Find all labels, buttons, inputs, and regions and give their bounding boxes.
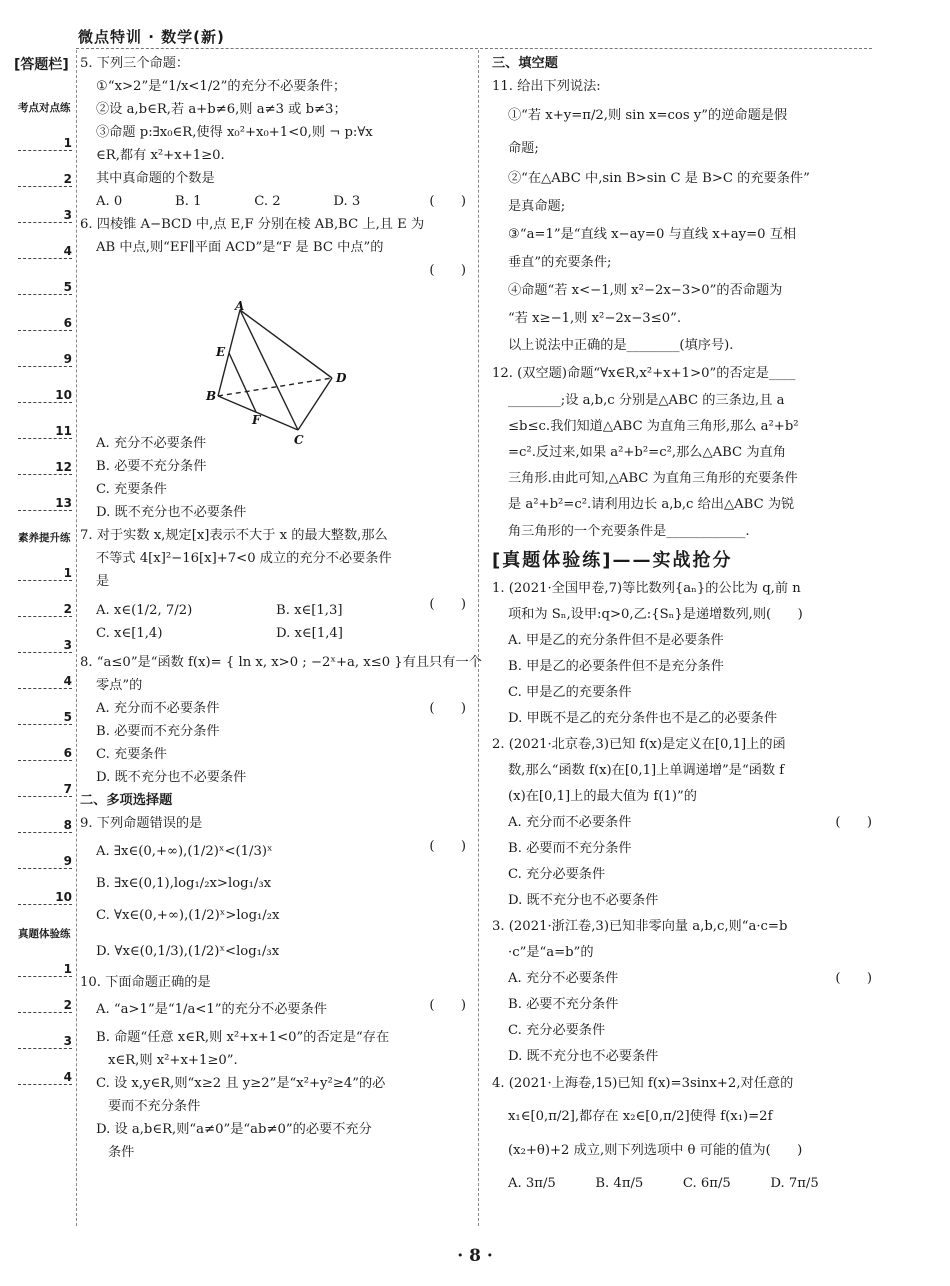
- answer-slot[interactable]: 2: [18, 602, 72, 617]
- section-heading: 二、多项选择题: [80, 793, 173, 808]
- option: C. 充分必要条件: [508, 867, 606, 882]
- real-question-3: 3. (2021·浙江卷,3)已知非零向量 a,b,c,则“a·c=b: [492, 919, 788, 934]
- answer-paren[interactable]: ( ): [429, 263, 466, 278]
- option: B. 必要而不充分条件: [508, 841, 632, 856]
- header-rule: [76, 48, 872, 49]
- fill-blank[interactable]: ________;设 a,b,c 分别是△ABC 的三条边,且 a: [508, 393, 785, 408]
- label-c: C: [294, 433, 304, 447]
- option: A. 甲是乙的充分条件但不是必要条件: [508, 633, 724, 648]
- answer-slot[interactable]: 12: [18, 460, 72, 475]
- statement: ①“若 x+y=π/2,则 sin x=cos y”的逆命题是假: [508, 108, 788, 123]
- label-e: E: [216, 345, 226, 359]
- option: B. ∃x∈(0,1),log₁/₂x>log₁/₃x: [96, 876, 272, 891]
- option-cont: 条件: [108, 1145, 135, 1160]
- real-question-4: 4. (2021·上海卷,15)已知 f(x)=3sinx+2,对任意的: [492, 1076, 794, 1091]
- question-stem: (x₂+θ)+2 成立,则下列选项中 θ 可能的值为( ): [508, 1143, 803, 1158]
- options-row: A. 0 B. 1 C. 2 D. 3: [96, 194, 361, 209]
- answer-slot[interactable]: 3: [18, 1034, 72, 1049]
- answer-slot[interactable]: 10: [18, 388, 72, 403]
- statement: “若 x≥−1,则 x²−2x−3≤0”.: [508, 311, 682, 326]
- option: D. 甲既不是乙的充分条件也不是乙的必要条件: [508, 711, 778, 726]
- answer-paren[interactable]: ( ): [835, 971, 872, 986]
- sidebar-title: [答题栏]: [14, 57, 69, 73]
- option: A. “a>1”是“1/a<1”的充分不必要条件: [96, 1002, 327, 1017]
- option: D. 既不充分也不必要条件: [508, 893, 659, 908]
- question-8: 8. “a≤0”是“函数 f(x)= { ln x, x>0 ; −2ˣ+a, x≤0 }有且只有一个: [80, 655, 482, 670]
- option: C. ∀x∈(0,+∞),(1/2)ˣ>log₁/₂x: [96, 908, 280, 923]
- question-stem: ·c”是“a=b”的: [508, 945, 594, 960]
- answer-slot[interactable]: 9: [18, 352, 72, 367]
- statement: ③“a=1”是“直线 x−ay=0 与直线 x+ay=0 互相: [508, 227, 797, 242]
- option: D. 既不充分也不必要条件: [508, 1049, 659, 1064]
- question-stem: =c².反过来,如果 a²+b²=c²,那么△ABC 为直角: [508, 445, 786, 460]
- answer-slot[interactable]: 5: [18, 280, 72, 295]
- option: C. 甲是乙的充要条件: [508, 685, 632, 700]
- sidebar-section-label: 素养提升练: [18, 532, 71, 544]
- answer-slot[interactable]: 9: [18, 854, 72, 869]
- answer-slot[interactable]: 1: [18, 136, 72, 151]
- question-6: 6. 四棱锥 A−BCD 中,点 E,F 分别在棱 AB,BC 上,且 E 为: [80, 217, 425, 232]
- question-stem: 零点”的: [96, 678, 143, 693]
- option: B. 命题“任意 x∈R,则 x²+x+1<0”的否定是“存在: [96, 1030, 390, 1045]
- option: D. 设 a,b∈R,则“a≠0”是“ab≠0”的必要不充分: [96, 1122, 372, 1137]
- answer-slot[interactable]: 5: [18, 710, 72, 725]
- option: D. 既不充分也不必要条件: [96, 505, 247, 520]
- real-question-2: 2. (2021·北京卷,3)已知 f(x)是定义在[0,1]上的函: [492, 737, 786, 752]
- answer-slot[interactable]: 6: [18, 746, 72, 761]
- option: A. ∃x∈(0,+∞),(1/2)ˣ<(1/3)ˣ: [96, 844, 273, 859]
- left-column: [80, 52, 482, 1164]
- question-stem: 是 a²+b²=c².请利用边长 a,b,c 给出△ABC 为锐: [508, 497, 795, 512]
- answer-slot[interactable]: 3: [18, 208, 72, 223]
- answer-slot[interactable]: 8: [18, 818, 72, 833]
- answer-paren[interactable]: ( ): [429, 998, 466, 1013]
- option: D. ∀x∈(0,1/3),(1/2)ˣ<log₁/₃x: [96, 944, 280, 959]
- label-a: A: [235, 300, 245, 313]
- right-column: [492, 52, 872, 1202]
- answer-slot[interactable]: 6: [18, 316, 72, 331]
- question-stem: 三角形.由此可知,△ABC 为直角三角形的充要条件: [508, 471, 798, 486]
- answer-slot[interactable]: 1: [18, 566, 72, 581]
- option-b: B. x∈[1,3]: [276, 603, 343, 618]
- answer-slot[interactable]: 4: [18, 1070, 72, 1085]
- answer-sidebar: [0, 0, 80, 1286]
- options-row: A. 3π/5 B. 4π/5 C. 6π/5 D. 7π/5: [508, 1176, 819, 1191]
- option-a: A. x∈(1/2, 7/2): [96, 603, 193, 618]
- question-stem: AB 中点,则“EF∥平面 ACD”是“F 是 BC 中点”的: [96, 240, 384, 255]
- question-7: 7. 对于实数 x,规定[x]表示不大于 x 的最大整数,那么: [80, 528, 388, 543]
- statement: ③命题 p:∃x₀∈R,使得 x₀²+x₀+1<0,则 ¬ p:∀x: [96, 125, 373, 140]
- edge-ac: [240, 310, 298, 430]
- answer-slot[interactable]: 10: [18, 890, 72, 905]
- option: C. 充分必要条件: [508, 1023, 606, 1038]
- fill-blank[interactable]: 角三角形的一个充要条件是____________.: [508, 524, 750, 539]
- answer-paren[interactable]: ( ): [429, 839, 466, 854]
- column-divider: [478, 50, 479, 1226]
- answer-paren[interactable]: ( ): [429, 701, 466, 716]
- section-banner: [真题体验练]——实战抢分: [492, 550, 733, 571]
- answer-paren[interactable]: ( ): [429, 194, 466, 209]
- question-5: 5. 下列三个命题：: [80, 56, 190, 71]
- question-9: 9. 下列命题错误的是: [80, 816, 203, 831]
- real-question-1: 1. (2021·全国甲卷,7)等比数列{aₙ}的公比为 q,前 n: [492, 581, 801, 596]
- answer-slot[interactable]: 7: [18, 782, 72, 797]
- question-10: 10. 下面命题正确的是: [80, 975, 211, 990]
- option-cont: 要而不充分条件: [108, 1099, 201, 1114]
- running-header: 微点特训 · 数学(新): [78, 28, 225, 46]
- question-stem: 其中真命题的个数是: [96, 171, 215, 186]
- question-stem: 数,那么“函数 f(x)在[0,1]上单调递增”是“函数 f: [508, 763, 785, 778]
- question-stem: 是: [96, 574, 110, 589]
- answer-slot[interactable]: 2: [18, 998, 72, 1013]
- question-stem: ≤b≤c.我们知道△ABC 为直角三角形,那么 a²+b²: [508, 419, 799, 434]
- answer-slot[interactable]: 4: [18, 674, 72, 689]
- page-number: · 8 ·: [457, 1246, 493, 1266]
- answer-slot[interactable]: 11: [18, 424, 72, 439]
- section-heading: 三、填空题: [492, 56, 558, 71]
- answer-paren[interactable]: ( ): [429, 597, 466, 612]
- statement: ②“在△ABC 中,sin B>sin C 是 B>C 的充要条件”: [508, 171, 810, 186]
- answer-slot[interactable]: 2: [18, 172, 72, 187]
- answer-slot[interactable]: 4: [18, 244, 72, 259]
- option: A. 充分而不必要条件: [508, 815, 632, 830]
- option: B. 必要而不充分条件: [96, 724, 220, 739]
- statement: 命题;: [508, 141, 539, 156]
- option: C. 设 x,y∈R,则“x≥2 且 y≥2”是“x²+y²≥4”的必: [96, 1076, 386, 1091]
- option: B. 必要不充分条件: [96, 459, 207, 474]
- option: D. 既不充分也不必要条件: [96, 770, 247, 785]
- statement: ①“x>2”是“1/x<1/2”的充分不必要条件；: [96, 79, 347, 94]
- edge-cd: [298, 378, 332, 430]
- answer-slot[interactable]: 1: [18, 962, 72, 977]
- question-stem: x₁∈[0,π/2],都存在 x₂∈[0,π/2]使得 f(x₁)=2f: [508, 1109, 773, 1124]
- statement: ④命题“若 x<−1,则 x²−2x−3>0”的否命题为: [508, 283, 783, 298]
- option-cont: x∈R,则 x²+x+1≥0”.: [108, 1053, 238, 1068]
- label-f: F: [252, 413, 261, 427]
- statement: ∈R,都有 x²+x+1≥0.: [96, 148, 225, 163]
- question-stem: 不等式 4[x]²−16[x]+7<0 成立的充分不必要条件: [96, 551, 392, 566]
- answer-slot[interactable]: 13: [18, 496, 72, 511]
- sidebar-section-label: 考点对点练: [18, 102, 71, 114]
- statement: 垂直”的充要条件;: [508, 255, 612, 270]
- option: A. 充分不必要条件: [96, 436, 207, 451]
- option: C. 充要条件: [96, 482, 167, 497]
- option: A. 充分不必要条件: [508, 971, 619, 986]
- option: C. 充要条件: [96, 747, 167, 762]
- option: B. 甲是乙的必要条件但不是充分条件: [508, 659, 724, 674]
- option-c: C. x∈[1,4): [96, 626, 163, 641]
- option-d: D. x∈[1,4]: [276, 626, 343, 641]
- sidebar-section-label: 真题体验练: [18, 928, 71, 940]
- label-d: D: [336, 371, 347, 385]
- option: B. 必要不充分条件: [508, 997, 619, 1012]
- edge-ad: [240, 310, 332, 378]
- question-stem: (x)在[0,1]上的最大值为 f(1)”的: [508, 789, 697, 804]
- edge-bd-hidden: [218, 378, 332, 396]
- pyramid-figure: [202, 300, 362, 450]
- option: A. 充分而不必要条件: [96, 701, 220, 716]
- question-12[interactable]: 12. (双空题)命题“∀x∈R,x²+x+1>0”的否定是____: [492, 366, 796, 381]
- fill-blank[interactable]: 以上说法中正确的是________(填序号).: [508, 338, 734, 353]
- question-11: 11. 给出下列说法:: [492, 79, 601, 94]
- statement: ②设 a,b∈R,若 a+b≠6,则 a≠3 或 b≠3；: [96, 102, 347, 117]
- label-b: B: [206, 389, 217, 403]
- statement: 是真命题;: [508, 199, 566, 214]
- answer-paren[interactable]: ( ): [835, 815, 872, 830]
- answer-slot[interactable]: 3: [18, 638, 72, 653]
- question-stem: 项和为 Sₙ,设甲:q>0,乙:{Sₙ}是递增数列,则( ): [508, 607, 803, 622]
